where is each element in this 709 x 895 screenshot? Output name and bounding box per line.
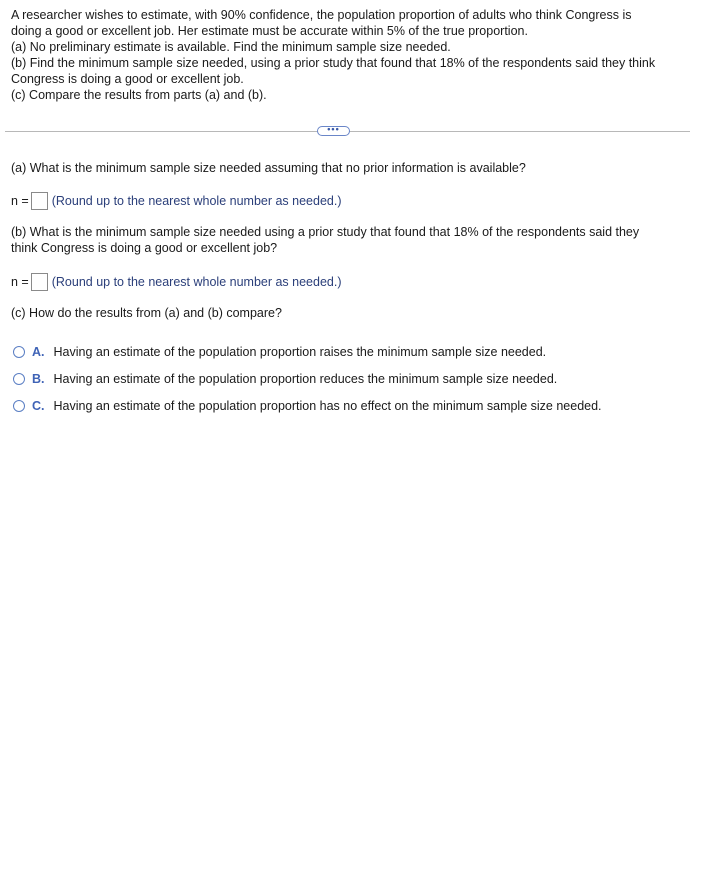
part-b-answer-input[interactable]	[31, 273, 48, 291]
problem-line: A researcher wishes to estimate, with 90% confidence, the population proportion of adults who think Congress is	[11, 8, 632, 22]
part-b-question-line: (b) What is the minimum sample size needed using a prior study that found that 18% of the respondents said they	[11, 225, 640, 239]
option-text: Having an estimate of the population proportion has no effect on the minimum sample size needed.	[53, 399, 602, 413]
radio-button-icon[interactable]	[13, 373, 25, 385]
problem-line: doing a good or excellent job. Her estimate must be accurate within 5% of the true proportion.	[11, 24, 528, 38]
option-letter: B.	[32, 372, 45, 386]
radio-button-icon[interactable]	[13, 346, 25, 358]
option-letter: C.	[32, 399, 45, 413]
part-a-question: (a) What is the minimum sample size needed assuming that no prior information is available?	[11, 161, 526, 175]
problem-line: Congress is doing a good or excellent job.	[11, 72, 244, 86]
problem-line: (c) Compare the results from parts (a) and (b).	[11, 88, 267, 102]
part-c-question: (c) How do the results from (a) and (b) compare?	[11, 306, 282, 320]
rounding-hint: (Round up to the nearest whole number as needed.)	[51, 194, 342, 208]
radio-button-icon[interactable]	[13, 400, 25, 412]
n-label: n =	[11, 275, 29, 289]
option-text: Having an estimate of the population proportion reduces the minimum sample size needed.	[53, 372, 558, 386]
option-c[interactable]	[13, 397, 602, 415]
problem-line: (b) Find the minimum sample size needed, using a prior study that found that 18% of the respondents said they think	[11, 56, 656, 70]
part-b-question	[11, 224, 639, 256]
problem-statement	[11, 7, 701, 103]
part-a-answer-input[interactable]	[31, 192, 48, 210]
part-a-answer-row	[11, 191, 342, 211]
n-label: n =	[11, 194, 29, 208]
option-b[interactable]	[13, 370, 557, 388]
expand-button[interactable]: •••	[317, 126, 350, 136]
option-a[interactable]	[13, 343, 546, 361]
rounding-hint: (Round up to the nearest whole number as needed.)	[51, 275, 342, 289]
part-b-question-line: think Congress is doing a good or excellent job?	[11, 241, 278, 255]
part-b-answer-row	[11, 272, 342, 292]
problem-line: (a) No preliminary estimate is available. Find the minimum sample size needed.	[11, 40, 451, 54]
option-text: Having an estimate of the population proportion raises the minimum sample size needed.	[53, 345, 547, 359]
option-letter: A.	[32, 345, 45, 359]
